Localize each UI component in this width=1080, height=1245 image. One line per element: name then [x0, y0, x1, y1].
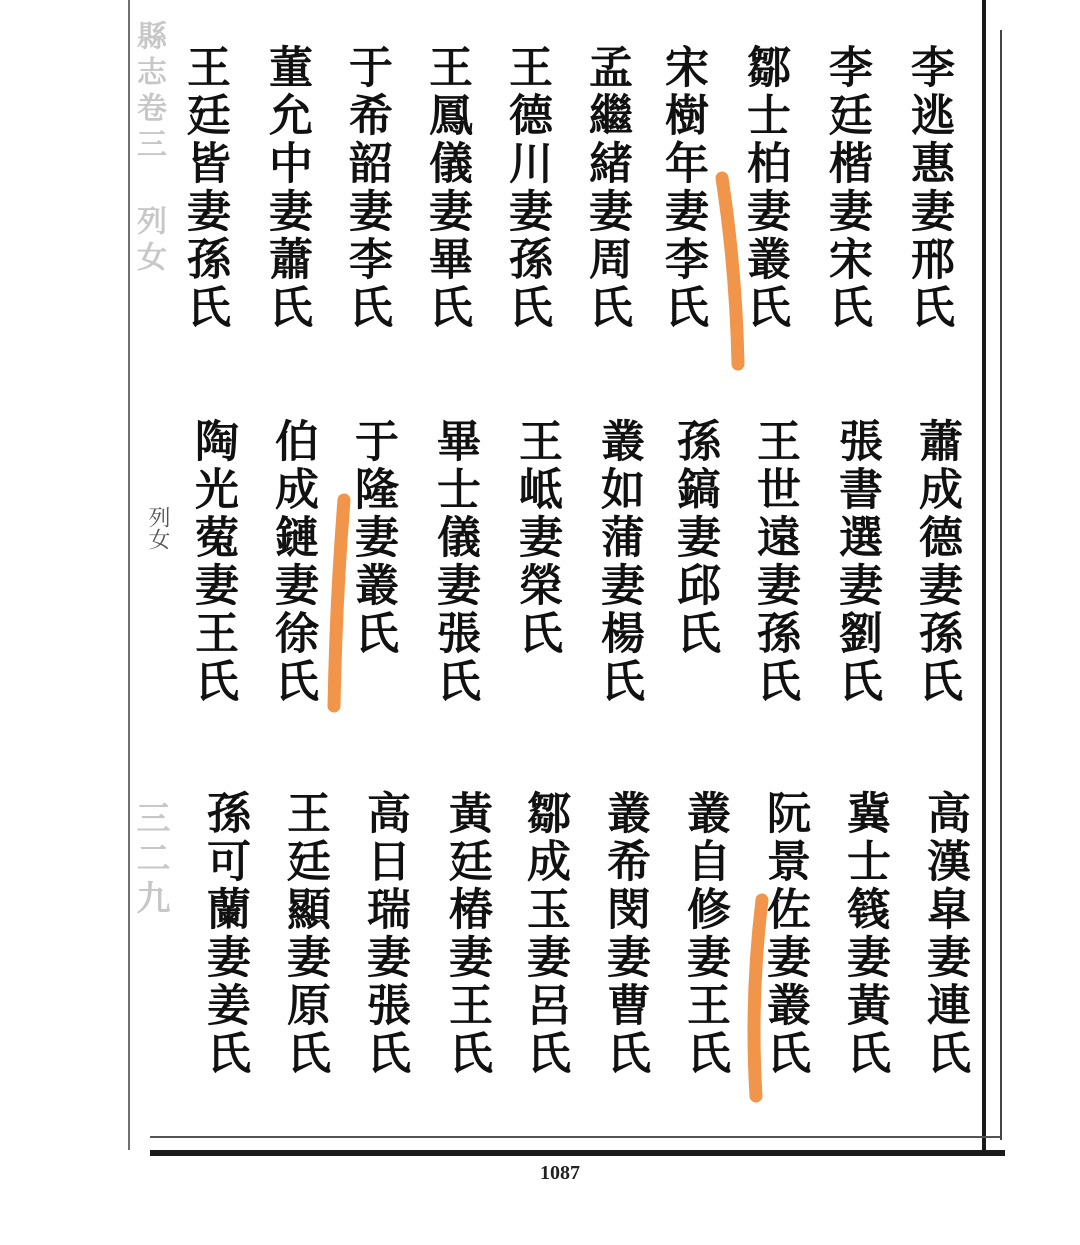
- name-entry: 王岻妻榮氏: [511, 418, 562, 658]
- margin-section-label: 列女: [145, 506, 170, 550]
- name-entry: 王鳳儀妻畢氏: [421, 44, 472, 332]
- name-entry: 黃廷椿妻王氏: [441, 790, 492, 1078]
- name-entry: 孫鎬妻邱氏: [669, 418, 720, 658]
- name-entry: 孟繼緒妻周氏: [581, 44, 632, 332]
- name-entry: 高漢皐妻連氏: [919, 790, 970, 1078]
- name-entry: 張書選妻劉氏: [831, 418, 882, 706]
- name-entry: 王廷皆妻孫氏: [179, 44, 230, 332]
- name-entry: 鄒成玉妻呂氏: [519, 790, 570, 1078]
- right-border-line: [982, 0, 986, 1150]
- name-entry: 王世遠妻孫氏: [749, 418, 800, 706]
- page-number: 1087: [540, 1162, 580, 1184]
- name-entry: 王廷顯妻原氏: [279, 790, 330, 1078]
- name-entry: 畢士儀妻張氏: [429, 418, 480, 706]
- highlight-stroke: [334, 500, 344, 706]
- bottom-border-line: [150, 1150, 1005, 1156]
- name-entry: 冀士篯妻黃氏: [839, 790, 890, 1078]
- name-entry: 宋樹年妻李氏: [657, 44, 708, 332]
- margin-header-text: 縣志卷三 列女: [131, 20, 166, 277]
- name-entry: 叢希閔妻曹氏: [599, 790, 650, 1078]
- name-entry: 李逃惠妻邢氏: [903, 44, 954, 332]
- name-entry: 陶光蒬妻王氏: [187, 418, 238, 706]
- name-entry: 于隆妻叢氏: [347, 418, 398, 658]
- right-inner-border-line: [1000, 30, 1002, 1140]
- bottom-inner-border-line: [150, 1136, 1000, 1138]
- name-entry: 鄒士柏妻叢氏: [739, 44, 790, 332]
- name-entry: 叢如蒲妻楊氏: [593, 418, 644, 706]
- name-entry: 孫可蘭妻姜氏: [199, 790, 250, 1078]
- margin-folio: 三二九: [130, 800, 170, 920]
- name-entry: 叢自修妻王氏: [679, 790, 730, 1078]
- name-entry: 蕭成德妻孫氏: [911, 418, 962, 706]
- name-entry: 董允中妻蕭氏: [261, 44, 312, 332]
- name-entry: 李廷楷妻宋氏: [821, 44, 872, 332]
- name-entry: 高日瑞妻張氏: [359, 790, 410, 1078]
- name-entry: 于希韶妻李氏: [341, 44, 392, 332]
- name-entry: 伯成鏈妻徐氏: [267, 418, 318, 706]
- name-entry: 阮景佐妻叢氏: [759, 790, 810, 1078]
- name-entry: 王德川妻孫氏: [501, 44, 552, 332]
- highlight-stroke: [722, 178, 738, 364]
